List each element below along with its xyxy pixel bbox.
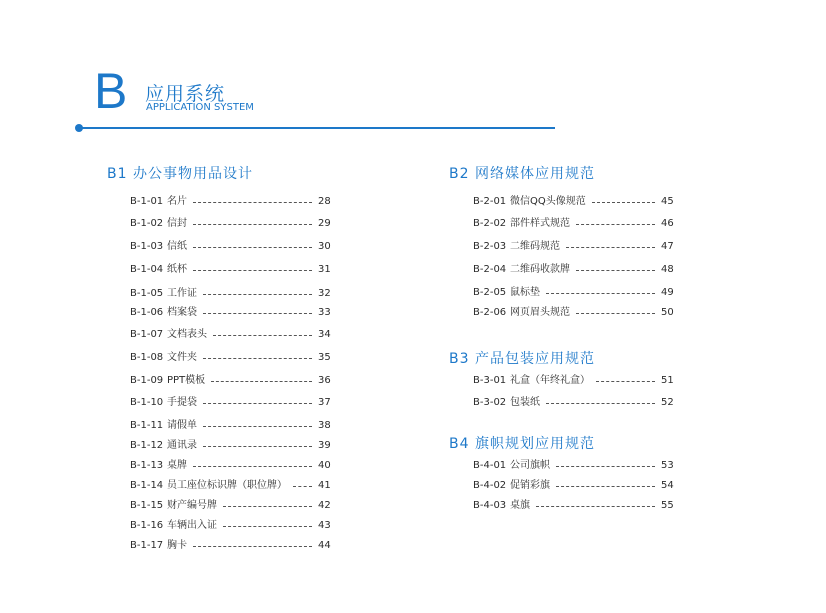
toc-entry (130, 240, 338, 254)
entry-label: PPT模板 (167, 375, 206, 386)
entry-page-number: 50 (661, 307, 674, 318)
entry-page-number: 30 (318, 241, 331, 252)
section-title: B3 产品包装应用规范 (449, 351, 595, 367)
entry-code: B-1-10 (130, 397, 164, 408)
entry-label: 礼盒（年终礼盒） (510, 375, 590, 386)
entry-label: 通讯录 (167, 440, 197, 451)
dotted-leader (576, 224, 655, 225)
dotted-leader (203, 294, 312, 295)
toc-entry (130, 306, 338, 320)
entry-code: B-2-01 (473, 196, 507, 207)
entry-code: B-1-13 (130, 460, 164, 471)
entry-label: 微信QQ头像规范 (510, 196, 586, 207)
entry-label: 名片 (167, 196, 187, 207)
entry-code: B-3-01 (473, 375, 507, 386)
toc-entry (130, 439, 338, 453)
entry-label: 包装纸 (510, 397, 540, 408)
toc-entry (130, 459, 338, 473)
toc-entry (130, 328, 338, 342)
dotted-leader (203, 446, 312, 447)
entry-page-number: 52 (661, 397, 674, 408)
toc-entry (130, 287, 338, 301)
entry-code: B-1-04 (130, 264, 164, 275)
entry-label: 财产编号牌 (167, 500, 217, 511)
toc-entry (473, 240, 681, 254)
entry-label: 员工座位标识牌（职位牌） (167, 480, 287, 491)
entry-page-number: 40 (318, 460, 331, 471)
entry-label: 桌牌 (167, 460, 187, 471)
toc-entry (130, 539, 338, 553)
entry-code: B-1-01 (130, 196, 164, 207)
toc-entry (130, 374, 338, 388)
entry-code: B-1-02 (130, 218, 164, 229)
dotted-leader (223, 506, 312, 507)
toc-entry (130, 263, 338, 277)
toc-entry (473, 374, 681, 388)
dotted-leader (211, 381, 312, 382)
entry-page-number: 54 (661, 480, 674, 491)
entry-page-number: 51 (661, 375, 674, 386)
dotted-leader (576, 270, 655, 271)
toc-entry (473, 396, 681, 410)
toc-entry (130, 351, 338, 365)
entry-page-number: 45 (661, 196, 674, 207)
entry-page-number: 32 (318, 288, 331, 299)
entry-code: B-3-02 (473, 397, 507, 408)
header-rule-dot (75, 124, 83, 132)
entry-page-number: 39 (318, 440, 331, 451)
dotted-leader (203, 403, 312, 404)
dotted-leader (536, 506, 655, 507)
entry-code: B-2-03 (473, 241, 507, 252)
dotted-leader (596, 381, 655, 382)
entry-code: B-1-16 (130, 520, 164, 531)
entry-label: 工作证 (167, 288, 197, 299)
dotted-leader (213, 335, 312, 336)
dotted-leader (203, 313, 312, 314)
dotted-leader (193, 466, 312, 467)
entry-code: B-1-12 (130, 440, 164, 451)
entry-page-number: 48 (661, 264, 674, 275)
entry-label: 文件夹 (167, 352, 197, 363)
toc-entry (473, 499, 681, 513)
entry-code: B-2-05 (473, 287, 507, 298)
entry-code: B-1-11 (130, 420, 164, 431)
section-letter: B (94, 63, 128, 119)
entry-code: B-1-05 (130, 288, 164, 299)
dotted-leader (193, 224, 312, 225)
dotted-leader (203, 426, 312, 427)
entry-page-number: 37 (318, 397, 331, 408)
dotted-leader (193, 202, 312, 203)
entry-page-number: 41 (318, 480, 331, 491)
dotted-leader (546, 403, 655, 404)
entry-page-number: 53 (661, 460, 674, 471)
entry-label: 纸杯 (167, 264, 187, 275)
dotted-leader (576, 313, 655, 314)
entry-code: B-1-15 (130, 500, 164, 511)
toc-entry (473, 217, 681, 231)
entry-code: B-1-14 (130, 480, 164, 491)
toc-entry (130, 419, 338, 433)
toc-entry (473, 459, 681, 473)
entry-label: 鼠标垫 (510, 287, 540, 298)
toc-entry (130, 217, 338, 231)
toc-entry (473, 263, 681, 277)
entry-label: 请假单 (167, 420, 197, 431)
toc-entry (130, 396, 338, 410)
toc-entry (473, 286, 681, 300)
section-title: B4 旗帜规划应用规范 (449, 436, 595, 452)
entry-code: B-1-17 (130, 540, 164, 551)
entry-page-number: 33 (318, 307, 331, 318)
entry-label: 信封 (167, 218, 187, 229)
entry-page-number: 49 (661, 287, 674, 298)
toc-entry (130, 519, 338, 533)
entry-code: B-4-03 (473, 500, 507, 511)
entry-label: 公司旗帜 (510, 460, 550, 471)
entry-page-number: 46 (661, 218, 674, 229)
entry-page-number: 35 (318, 352, 331, 363)
dotted-leader (556, 486, 655, 487)
dotted-leader (203, 358, 312, 359)
toc-entry (473, 479, 681, 493)
entry-label: 胸卡 (167, 540, 187, 551)
toc-entry (130, 195, 338, 209)
entry-label: 桌旗 (510, 500, 530, 511)
entry-page-number: 38 (318, 420, 331, 431)
entry-page-number: 55 (661, 500, 674, 511)
dotted-leader (193, 546, 312, 547)
entry-page-number: 36 (318, 375, 331, 386)
toc-entry (473, 306, 681, 320)
entry-code: B-4-01 (473, 460, 507, 471)
dotted-leader (193, 247, 312, 248)
entry-code: B-2-02 (473, 218, 507, 229)
entry-label: 二维码规范 (510, 241, 560, 252)
entry-label: 文档表头 (167, 329, 207, 340)
entry-page-number: 42 (318, 500, 331, 511)
entry-page-number: 34 (318, 329, 331, 340)
entry-label: 档案袋 (167, 307, 197, 318)
header-rule (79, 127, 555, 129)
entry-label: 信纸 (167, 241, 187, 252)
page-title: 应用系统 (145, 83, 226, 105)
entry-label: 车辆出入证 (167, 520, 217, 531)
entry-label: 部件样式规范 (510, 218, 570, 229)
dotted-leader (193, 270, 312, 271)
section-title: B1 办公事物用品设计 (107, 166, 253, 182)
entry-label: 二维码收款牌 (510, 264, 570, 275)
entry-label: 网页眉头规范 (510, 307, 570, 318)
dotted-leader (566, 247, 655, 248)
entry-code: B-4-02 (473, 480, 507, 491)
dotted-leader (293, 486, 312, 487)
toc-entry (473, 195, 681, 209)
page-subtitle: APPLICATION SYSTEM (146, 102, 254, 113)
entry-page-number: 43 (318, 520, 331, 531)
entry-page-number: 44 (318, 540, 331, 551)
toc-entry (130, 479, 338, 493)
dotted-leader (546, 293, 655, 294)
toc-entry (130, 499, 338, 513)
entry-code: B-1-09 (130, 375, 164, 386)
entry-page-number: 31 (318, 264, 331, 275)
entry-code: B-2-04 (473, 264, 507, 275)
entry-page-number: 29 (318, 218, 331, 229)
entry-code: B-1-07 (130, 329, 164, 340)
entry-code: B-1-08 (130, 352, 164, 363)
entry-code: B-2-06 (473, 307, 507, 318)
entry-label: 促销彩旗 (510, 480, 550, 491)
entry-page-number: 28 (318, 196, 331, 207)
dotted-leader (556, 466, 655, 467)
entry-page-number: 47 (661, 241, 674, 252)
entry-code: B-1-03 (130, 241, 164, 252)
entry-label: 手提袋 (167, 397, 197, 408)
section-title: B2 网络媒体应用规范 (449, 166, 595, 182)
dotted-leader (223, 526, 312, 527)
dotted-leader (592, 202, 655, 203)
entry-code: B-1-06 (130, 307, 164, 318)
